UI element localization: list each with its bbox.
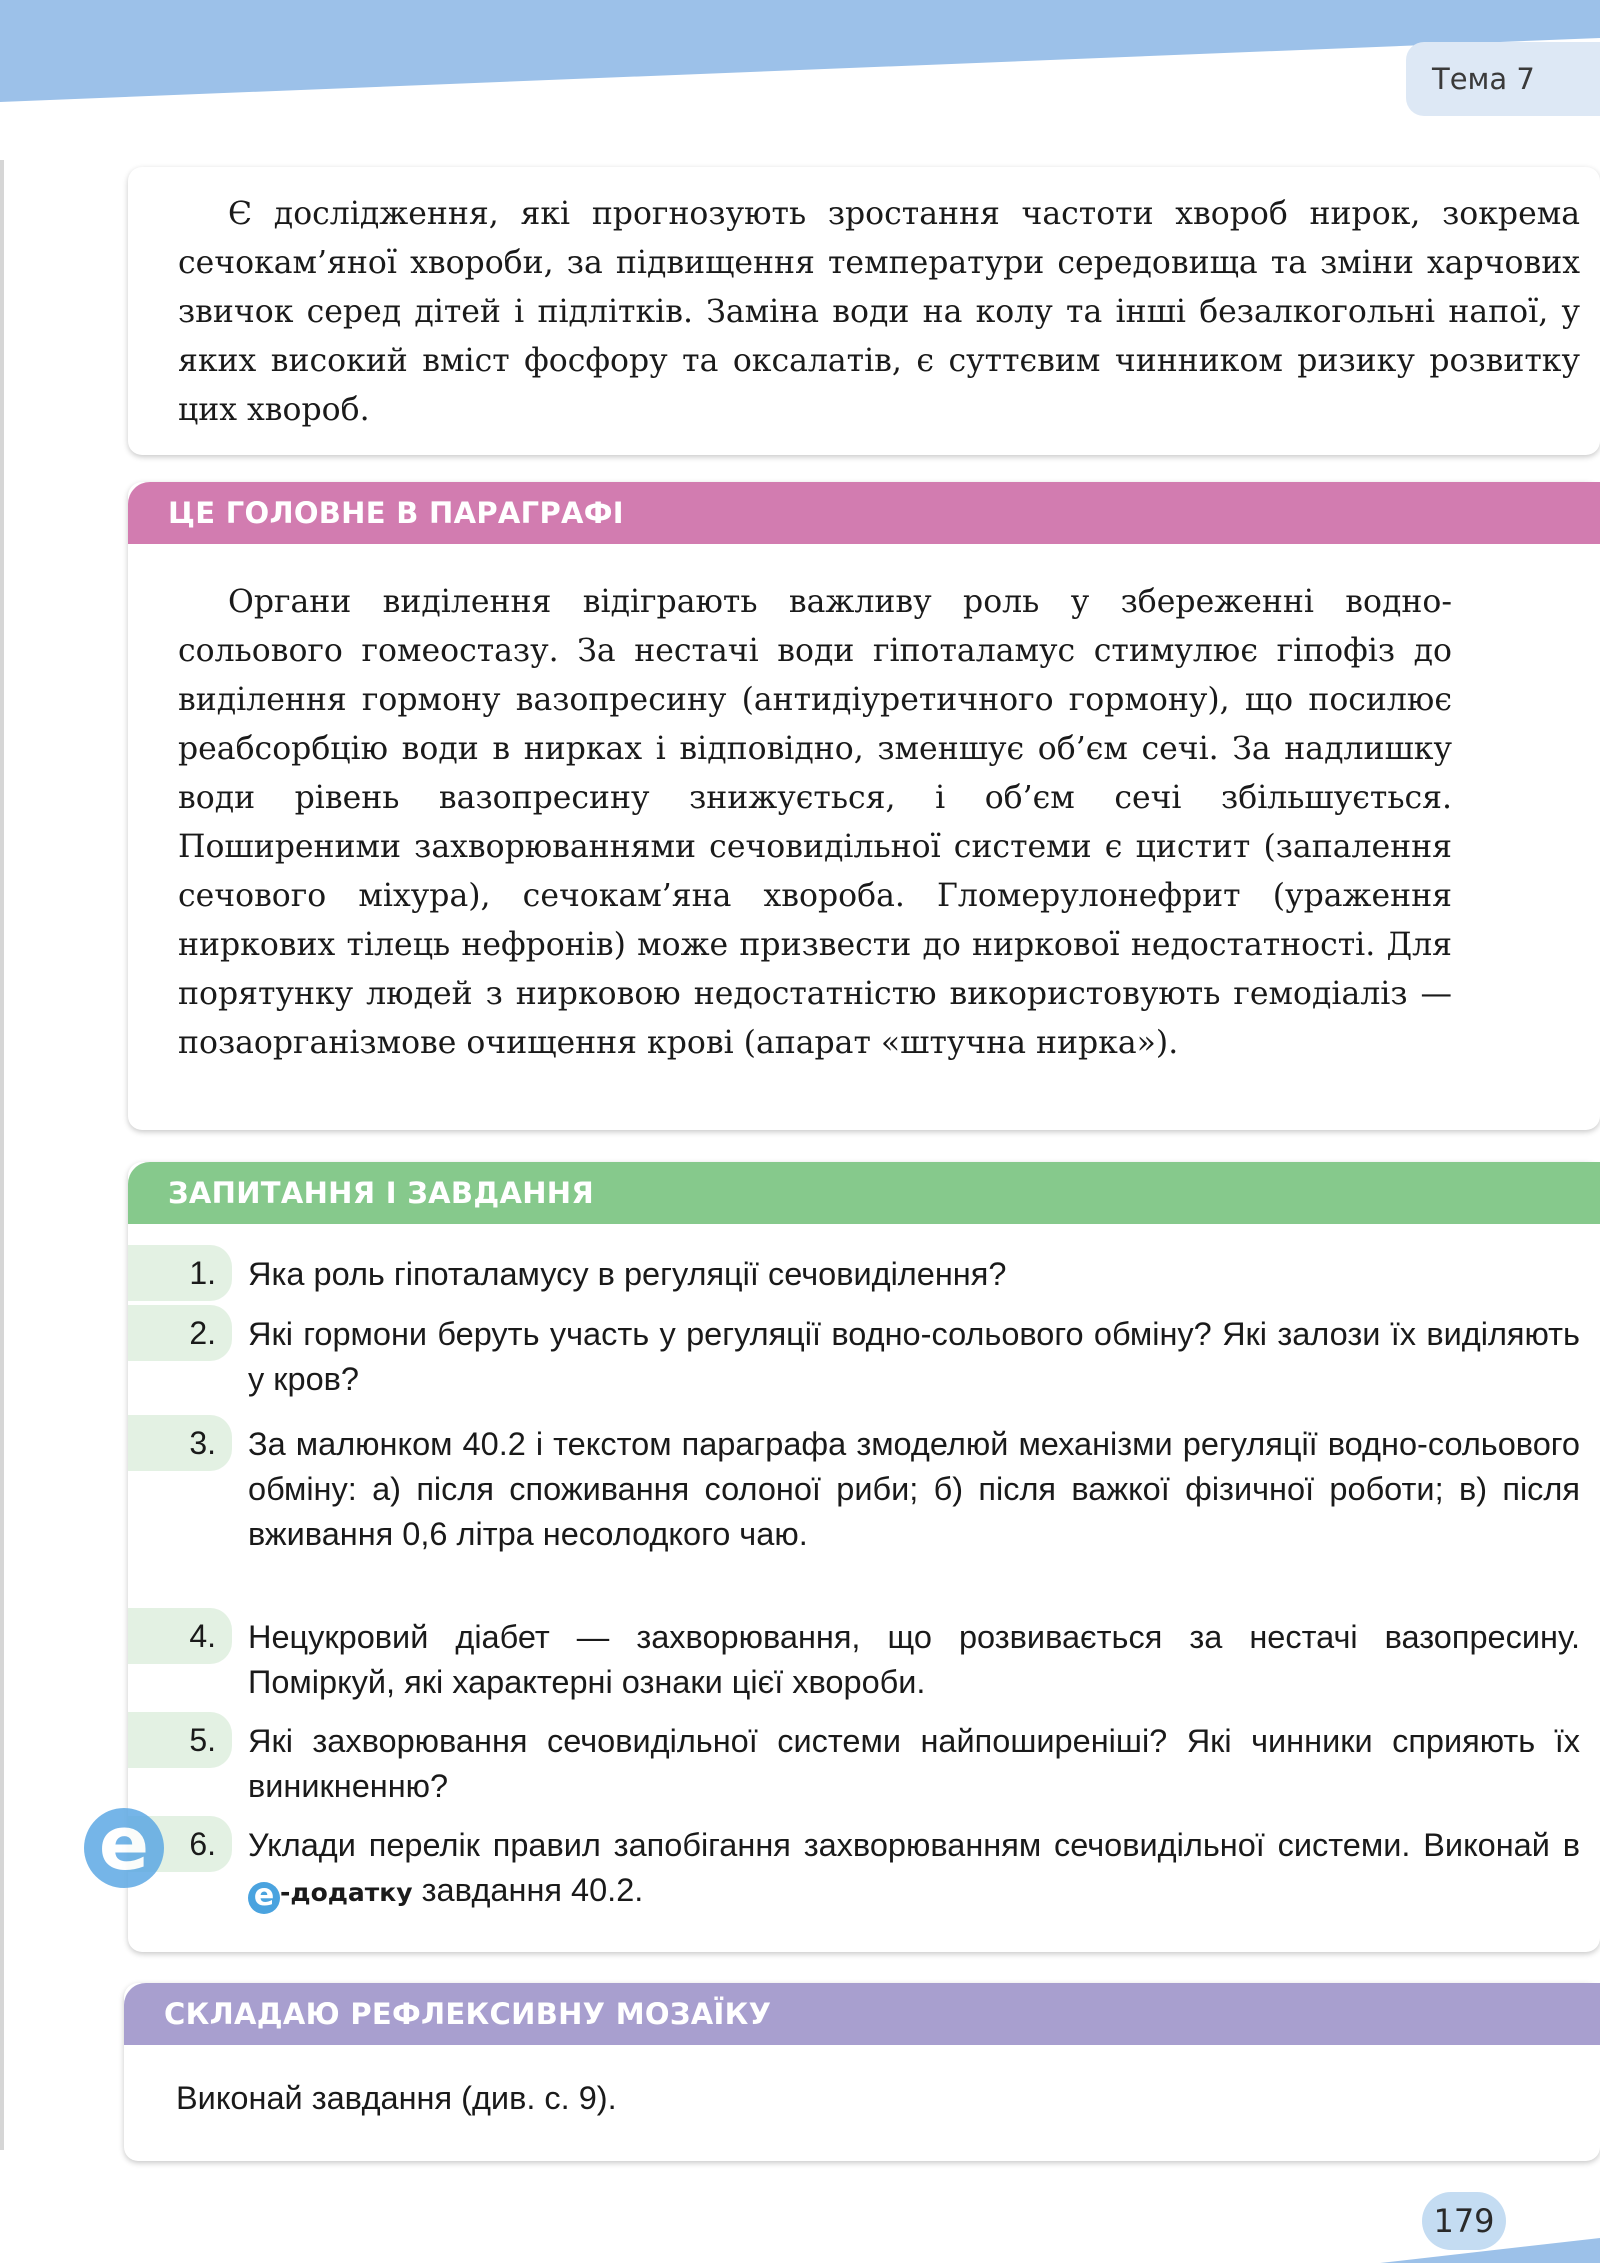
- question-number: 5.: [128, 1712, 232, 1768]
- topic-label: Тема 7: [1432, 62, 1535, 96]
- summary-text: Органи виділення відіграють важливу роль у збереженні водно-сольового гомеостазу. За нестачі води гіпоталамус стимулює гіпофіз до виділення гормону вазопресину (антидіуретичного гормону), що посилює реабсорбцію води в нирках і відповідно, зменшує об’єм сечі. За надлишку води рівень вазопресину знижується, і об’єм сечі збільшується. Поширеними захворюваннями сечовидільної системи є цистит (запалення сечового міхура), сечокам’яна хвороба. Гломерулонефрит (ураження ниркових тілець нефронів) може призвести до ниркової недостатності. Для порятунку людей з нирковою недостатністю використовують гемодіаліз — позаорганізмове очищення крові (апарат «штучна нирка»).: [178, 584, 1452, 1061]
- question-number: 2.: [128, 1305, 232, 1361]
- question-text: Які гормони беруть участь у регуляції водно-сольового обміну? Які залози їх виділяють у кров?: [248, 1316, 1580, 1397]
- question-text: Нецукровий діабет — захворювання, що розвивається за нестачі вазопресину. Поміркуй, які характерні ознаки цієї хвороби.: [248, 1619, 1580, 1700]
- summary-heading: ЦЕ ГОЛОВНЕ В ПАРАГРАФІ: [128, 482, 1600, 544]
- question-text: За малюнком 40.2 і текстом параграфа змоделюй механізми регуляції водно-сольового обміну: а) після споживання солоної риби; б) після важкої фізичної роботи; в) після вживання 0,6 літра несолодкого чаю.: [248, 1426, 1580, 1552]
- reflection-text: Виконай завдання (див. с. 9).: [176, 2080, 617, 2116]
- question-number: 6.: [128, 1816, 232, 1872]
- question-text: Яка роль гіпоталамусу в регуляції сечовиділення?: [248, 1256, 1007, 1292]
- question-number: 1.: [128, 1245, 232, 1301]
- e-appendix-icon: e: [248, 1882, 280, 1914]
- questions-heading: ЗАПИТАННЯ І ЗАВДАННЯ: [128, 1162, 1600, 1224]
- topic-tab: [1406, 42, 1600, 116]
- question-text: Які захворювання сечовидільної системи найпоширеніші? Які чинники сприяють їх виникненню?: [248, 1723, 1580, 1804]
- question-number: 4.: [128, 1608, 232, 1664]
- e-appendix-link[interactable]: -додатку: [280, 1878, 413, 1907]
- top-banner: [0, 0, 1600, 110]
- e-resource-icon: e: [84, 1808, 164, 1888]
- page-number: 179: [1422, 2192, 1506, 2250]
- reflection-heading: СКЛАДАЮ РЕФЛЕКСИВНУ МОЗАЇКУ: [124, 1983, 1600, 2045]
- intro-text: Є дослідження, які прогнозують зростання частоти хвороб нирок, зокрема сечокам’яної хвороби, за підвищення температури середовища та зміни харчових звичок серед дітей і підлітків. Заміна води на колу та інші безалкогольні напої, у яких високий вміст фосфору та оксалатів, є суттєвим чинником ризику розвитку цих хвороб.: [178, 196, 1580, 428]
- question-text: Уклади перелік правил запобігання захворюванням сечовидільної системи. Виконай в e -додатку завдання 40.2.: [248, 1827, 1580, 1913]
- left-margin-rule: [0, 160, 4, 2150]
- summary-body: [178, 578, 1452, 1068]
- intro-box: [128, 167, 1600, 455]
- question-number: 3.: [128, 1415, 232, 1471]
